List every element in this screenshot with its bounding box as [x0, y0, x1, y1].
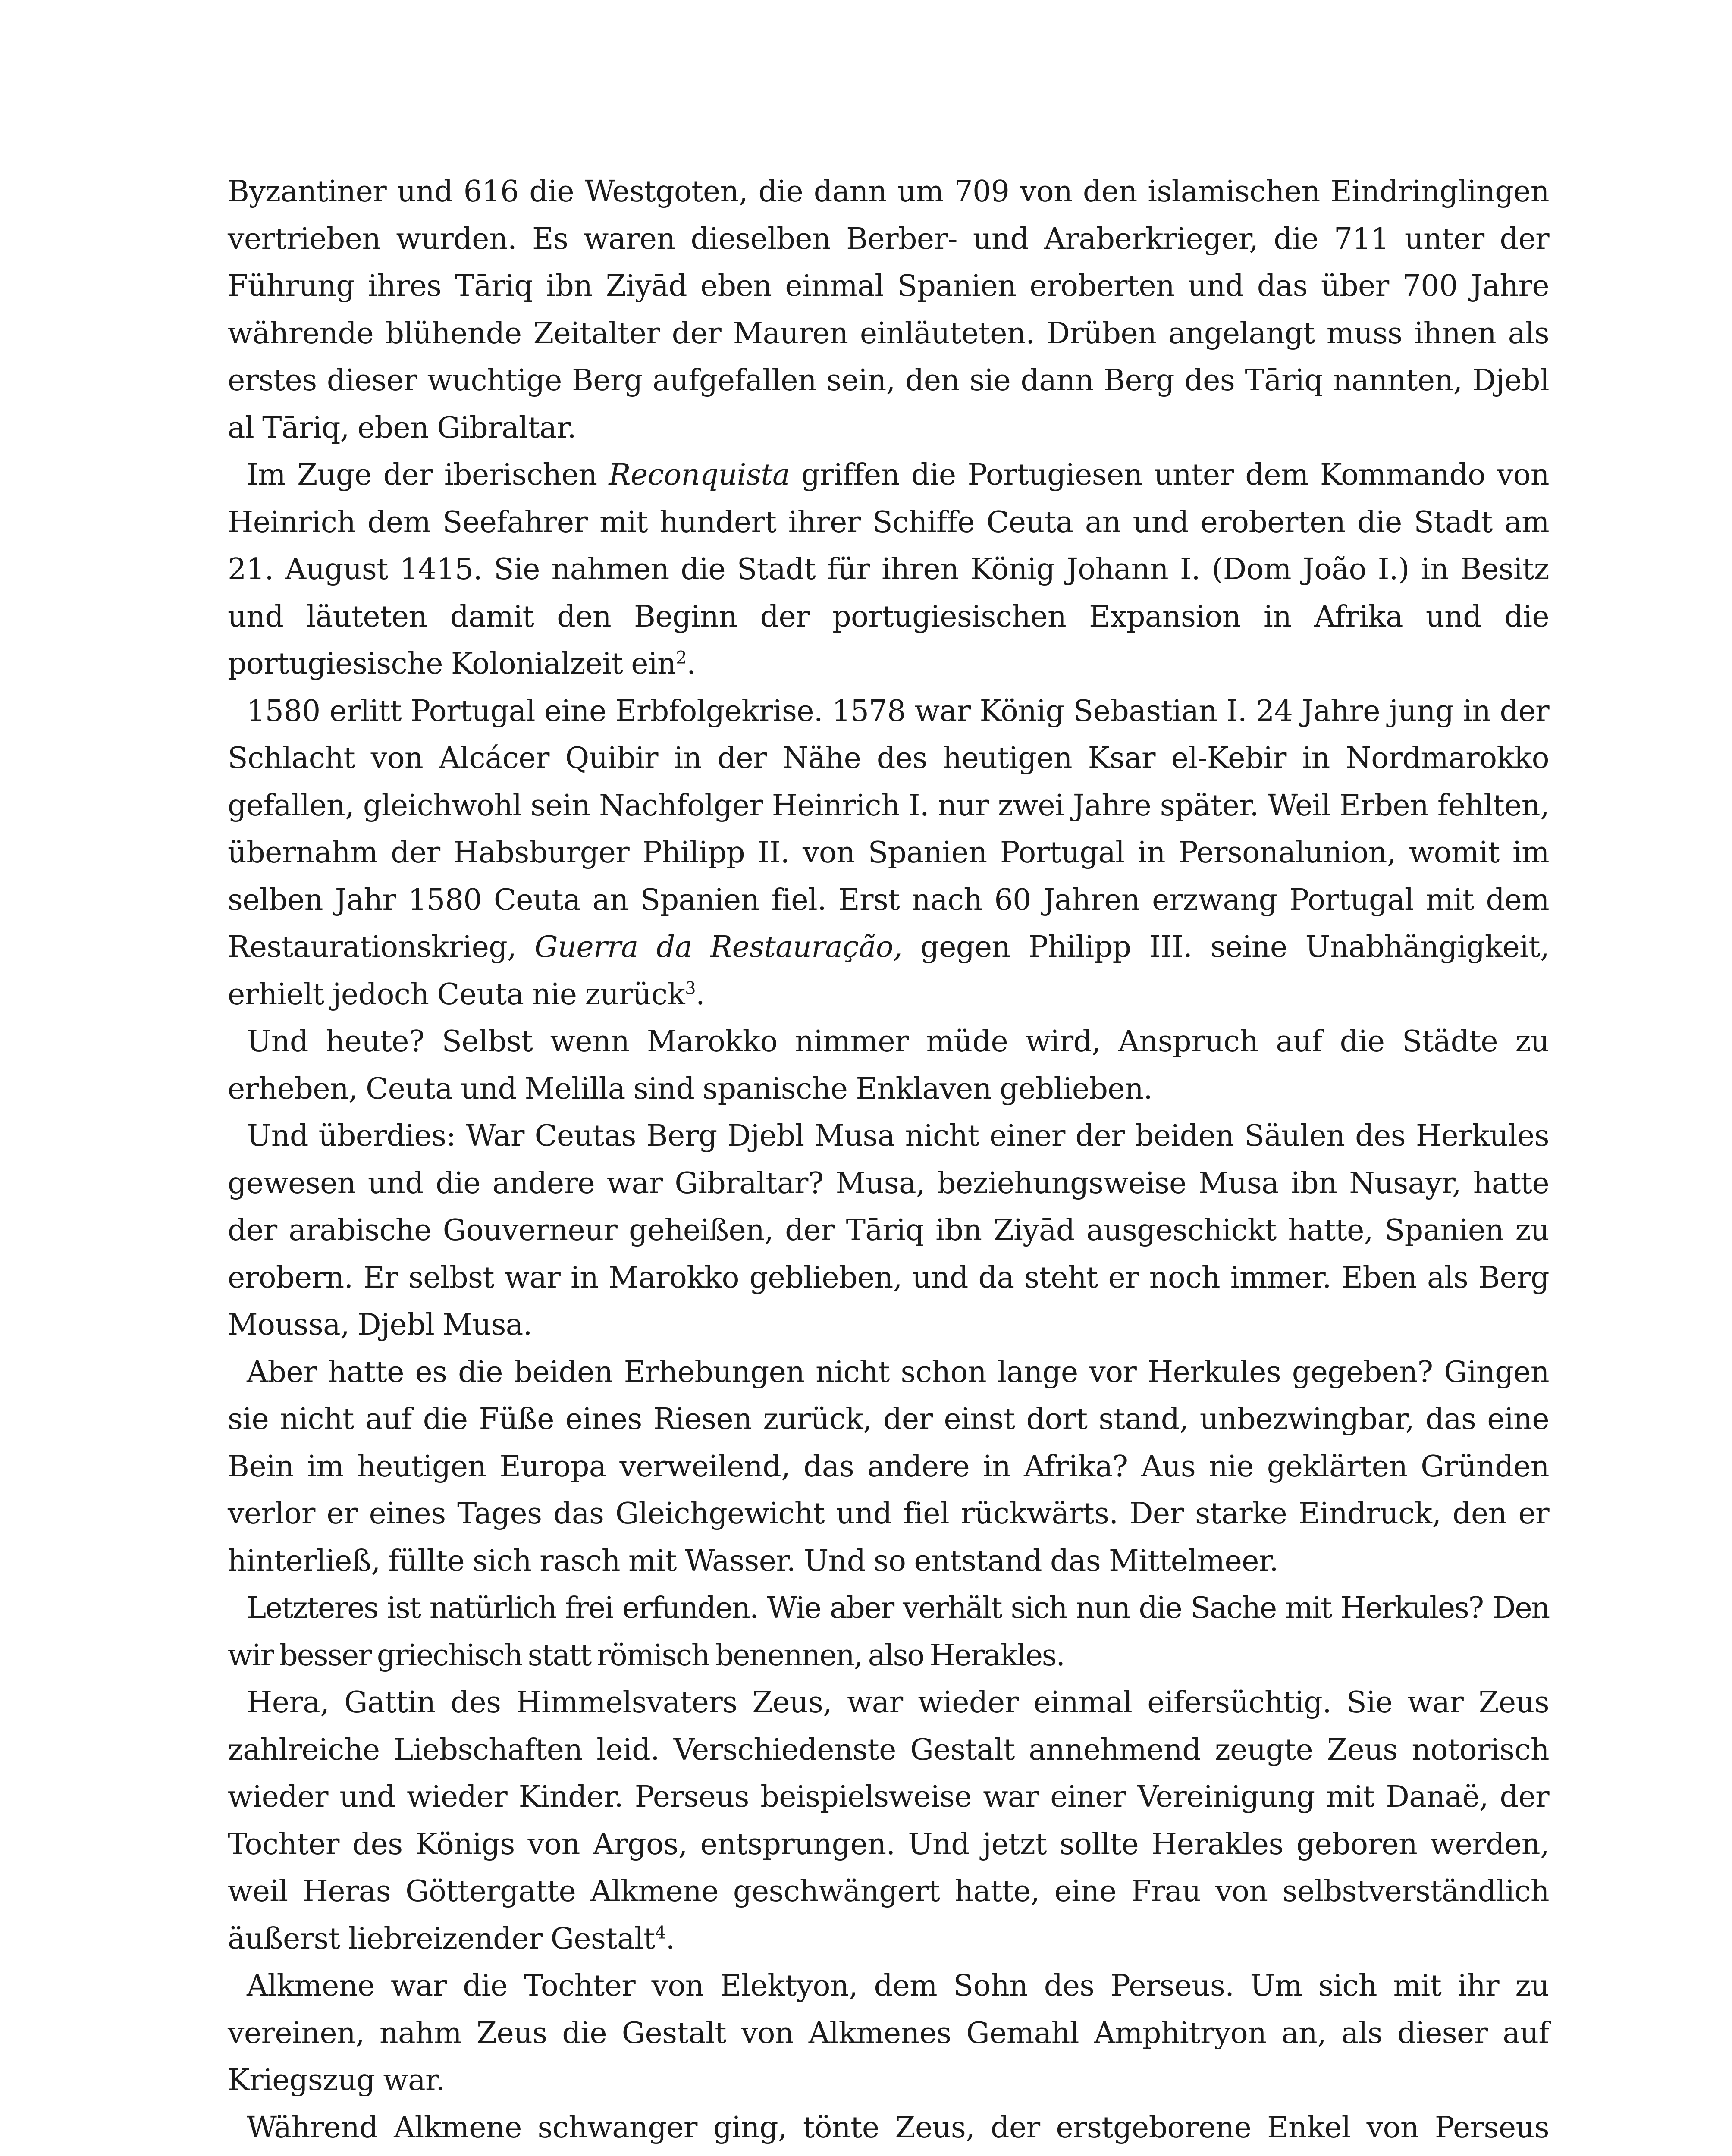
footnote-marker: 3	[685, 978, 696, 998]
text-run: 1580 erlitt Portugal eine Erbfolgekrise. 1578 war König Sebastian I. 24 Jahre jung in der Schlacht von Alcácer Quibir in der Nähe des heutigen Ksar el-Kebir in Nordmarokko gefallen, gleichwohl sein Nachfolger Heinrich I. nur zwei Jahre später. Weil Erben fehlten, übernahm der Habsburger Philipp II. von Spanien Portugal in Personalunion, womit im selben Jahr 1580 Ceuta an Spanien fiel. Erst nach 60 Jahren erzwang Portugal mit dem Restaurationskrieg,	[228, 694, 1549, 964]
paragraph	[228, 168, 1549, 451]
footnote-marker: 4	[655, 1922, 666, 1943]
text-run: Im Zuge der iberischen	[247, 458, 609, 492]
footnote-marker: 2	[676, 648, 687, 668]
paragraph	[228, 1349, 1549, 1585]
paragraph	[228, 451, 1549, 688]
text-run: Letzteres ist natürlich frei erfunden. Wie aber verhält sich nun die Sache mit Herkules? Den wir besser griechisch statt römisch benennen, also Herakles.	[228, 1591, 1549, 1673]
body-text	[228, 168, 1549, 2156]
paragraph	[228, 1585, 1549, 1679]
paragraph	[228, 1112, 1549, 1349]
text-run: Alkmene war die Tochter von Elektyon, dem Sohn des Perseus. Um sich mit ihr zu vereinen, nahm Zeus die Gestalt von Alkmenes Gemahl Amphitryon an, als dieser auf Kriegszug war.	[228, 1969, 1549, 2097]
text-run: Byzantiner und 616 die Westgoten, die dann um 709 von den islamischen Eindringlingen vertrieben wurden. Es waren dieselben Berber- und Araberkrieger, die 711 unter der Führung ihres Tāriq ibn Ziyād eben einmal Spanien eroberten und das über 700 Jahre währende blühende Zeitalter der Mauren einläuteten. Drüben angelangt muss ihnen als erstes dieser wuchtige Berg aufgefallen sein, den sie dann Berg des Tāriq nannten, Djebl al Tāriq, eben Gibraltar.	[228, 175, 1549, 445]
italic-term: Guerra da Restauração,	[534, 930, 903, 964]
text-run: .	[695, 977, 705, 1012]
text-run: griffen die Portugiesen unter dem Kommando von Heinrich dem Seefahrer mit hundert ihrer Schiffe Ceuta an und eroberten die Stadt am 21. August 1415. Sie nahmen die Stadt für ihren König Johann I. (Dom João I.) in Besitz und läuteten damit den Beginn der portugiesischen Expansion in Afrika und die portugiesische Kolonialzeit ein	[228, 458, 1550, 681]
paragraph	[228, 1018, 1549, 1112]
text-run: Hera, Gattin des Himmelsvaters Zeus, war wieder einmal eifersüchtig. Sie war Zeus zahlreiche Liebschaften leid. Verschiedenste Gestalt annehmend zeugte Zeus notorisch wieder und wieder Kinder. Perseus beispielsweise war einer Vereinigung mit Danaë, der Tochter des Königs von Argos, entsprungen. Und jetzt sollte Herakles geboren werden, weil Heras Göttergatte Alkmene geschwängert hatte, eine Frau von selbstverständlich äußerst liebreizender Gestalt	[228, 1686, 1549, 1956]
text-run: Aber hatte es die beiden Erhebungen nicht schon lange vor Herkules gegeben? Gingen sie nicht auf die Füße eines Riesen zurück, der einst dort stand, unbezwingbar, das eine Bein im heutigen Europa verweilend, das andere in Afrika? Aus nie geklärten Gründen verlor er eines Tages das Gleichgewicht und fiel rückwärts. Der starke Eindruck, den er hinterließ, füllte sich rasch mit Wasser. Und so entstand das Mittelmeer.	[228, 1355, 1549, 1578]
text-run: Während Alkmene schwanger ging, tönte Zeus, der erstgeborene Enkel von Perseus	[247, 2110, 1549, 2145]
paragraph	[228, 2104, 1549, 2156]
paragraph	[228, 1962, 1549, 2104]
paragraph	[228, 688, 1549, 1018]
text-run: Und heute? Selbst wenn Marokko nimmer müde wird, Anspruch auf die Städte zu erheben, Ceuta und Melilla sind spanische Enklaven geblieben.	[228, 1025, 1549, 1106]
text-run: .	[665, 1921, 675, 1956]
text-run: .	[687, 647, 696, 681]
text-run: Und überdies: War Ceutas Berg Djebl Musa nicht einer der beiden Säulen des Herkules gewesen und die andere war Gibraltar? Musa, beziehungsweise Musa ibn Nusayr, hatte der arabische Gouverneur geheißen, der Tāriq ibn Ziyād ausgeschickt hatte, Spanien zu erobern. Er selbst war in Marokko geblieben, und da steht er noch immer. Eben als Berg Moussa, Djebl Musa.	[228, 1119, 1549, 1342]
text-run: gegen Philipp III. seine Unabhängigkeit, erhielt jedoch Ceuta nie zurück	[228, 930, 1549, 1012]
paragraph	[228, 1679, 1549, 1962]
italic-term: Reconquista	[609, 458, 790, 492]
